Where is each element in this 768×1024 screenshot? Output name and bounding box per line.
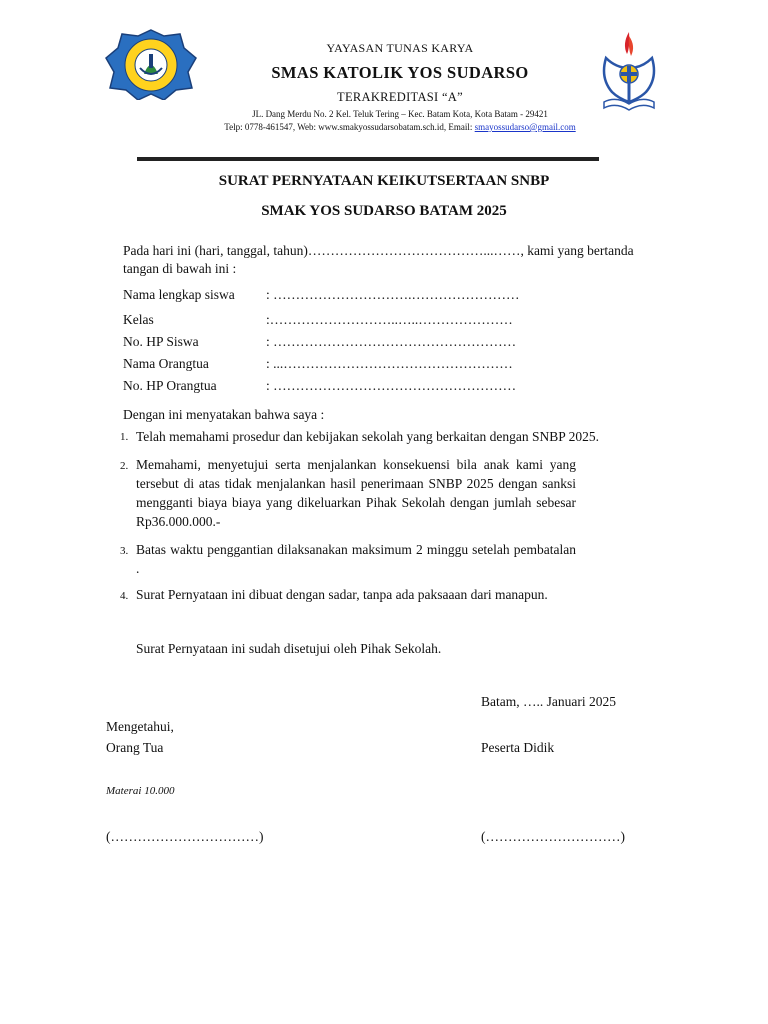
school-address: JL. Dang Merdu No. 2 Kel. Teluk Tering – Kec. Batam Kota, Kota Batam - 29421 (252, 109, 548, 119)
field-value-class: :………………………..…..………………… (266, 312, 513, 327)
foundation-logo (104, 28, 198, 100)
field-label-class: Kelas (123, 312, 154, 327)
field-label-student-name: Nama lengkap siswa (123, 287, 235, 302)
school-name: SMAS KATOLIK YOS SUDARSO (271, 63, 529, 82)
field-label-student-phone: No. HP Siswa (123, 334, 199, 349)
school-contact (160, 122, 640, 132)
field-value-student-name: : ………………………….…………………… (266, 287, 520, 302)
student-signature-line: (…………………………) (481, 829, 625, 844)
list-number: 2. (120, 460, 129, 472)
document-subtitle: SMAK YOS SUDARSO BATAM 2025 (261, 203, 507, 219)
list-item-3: Batas waktu penggantian dilaksanakan maksimum 2 minggu setelah pembatalan . (136, 542, 576, 576)
field-label-parent-name: Nama Orangtua (123, 356, 209, 371)
list-item-2: Memahami, menyetujui serta menjalankan konsekuensi bila anak kami yang tersebut di atas tidak menjalankan hasil penerimaan SNBP 2025 dengan sanksi mengganti biaya biaya yang dikeluarkan Pihak Sekolah dengan jumlah sebesar Rp36.000.000.- (136, 457, 576, 529)
list-number: 1. (120, 431, 129, 443)
contact-text: Telp: 0778-461547, Web: www.smakyossudarsobatam.sch.id, Email: (224, 122, 475, 132)
list-number: 4. (120, 590, 129, 602)
list-number: 3. (120, 545, 129, 557)
list-item-1: Telah memahami prosedur dan kebijakan sekolah yang berkaitan dengan SNBP 2025. (136, 429, 600, 444)
document-title: SURAT PERNYATAAN KEIKUTSERTAAN SNBP (218, 173, 550, 189)
email-link[interactable]: smayossudarso@gmail.com (474, 122, 576, 132)
parent-signature-line: (……………………………) (106, 829, 264, 844)
header-divider (137, 157, 599, 161)
school-logo (596, 28, 662, 112)
foundation-name: YAYASAN TUNAS KARYA (326, 41, 474, 55)
parent-label: Orang Tua (106, 740, 164, 755)
field-value-student-phone: : ……………………………………………… (266, 334, 517, 349)
field-value-parent-name: : ...…………………………………………… (266, 356, 513, 371)
statement-intro: Dengan ini menyatakan bahwa saya : (123, 407, 325, 422)
list-item-4: Surat Pernyataan ini dibuat dengan sadar, tanpa ada paksaaan dari manapun. (136, 587, 548, 602)
acknowledged-label: Mengetahui, (106, 719, 174, 734)
intro-paragraph: Pada hari ini (hari, tanggal, tahun)…………………………………...……, kami yang bertanda tangan di bawah ini : (123, 243, 634, 276)
accreditation: TERAKREDITASI “A” (337, 90, 463, 104)
student-label: Peserta Didik (481, 740, 555, 755)
field-value-parent-phone: : ……………………………………………… (266, 378, 517, 393)
approval-statement: Surat Pernyataan ini sudah disetujui oleh Pihak Sekolah. (136, 641, 442, 656)
field-label-parent-phone: No. HP Orangtua (123, 378, 217, 393)
place-date: Batam, ….. Januari 2025 (481, 694, 616, 709)
stamp-duty-note: Materai 10.000 (106, 785, 175, 797)
